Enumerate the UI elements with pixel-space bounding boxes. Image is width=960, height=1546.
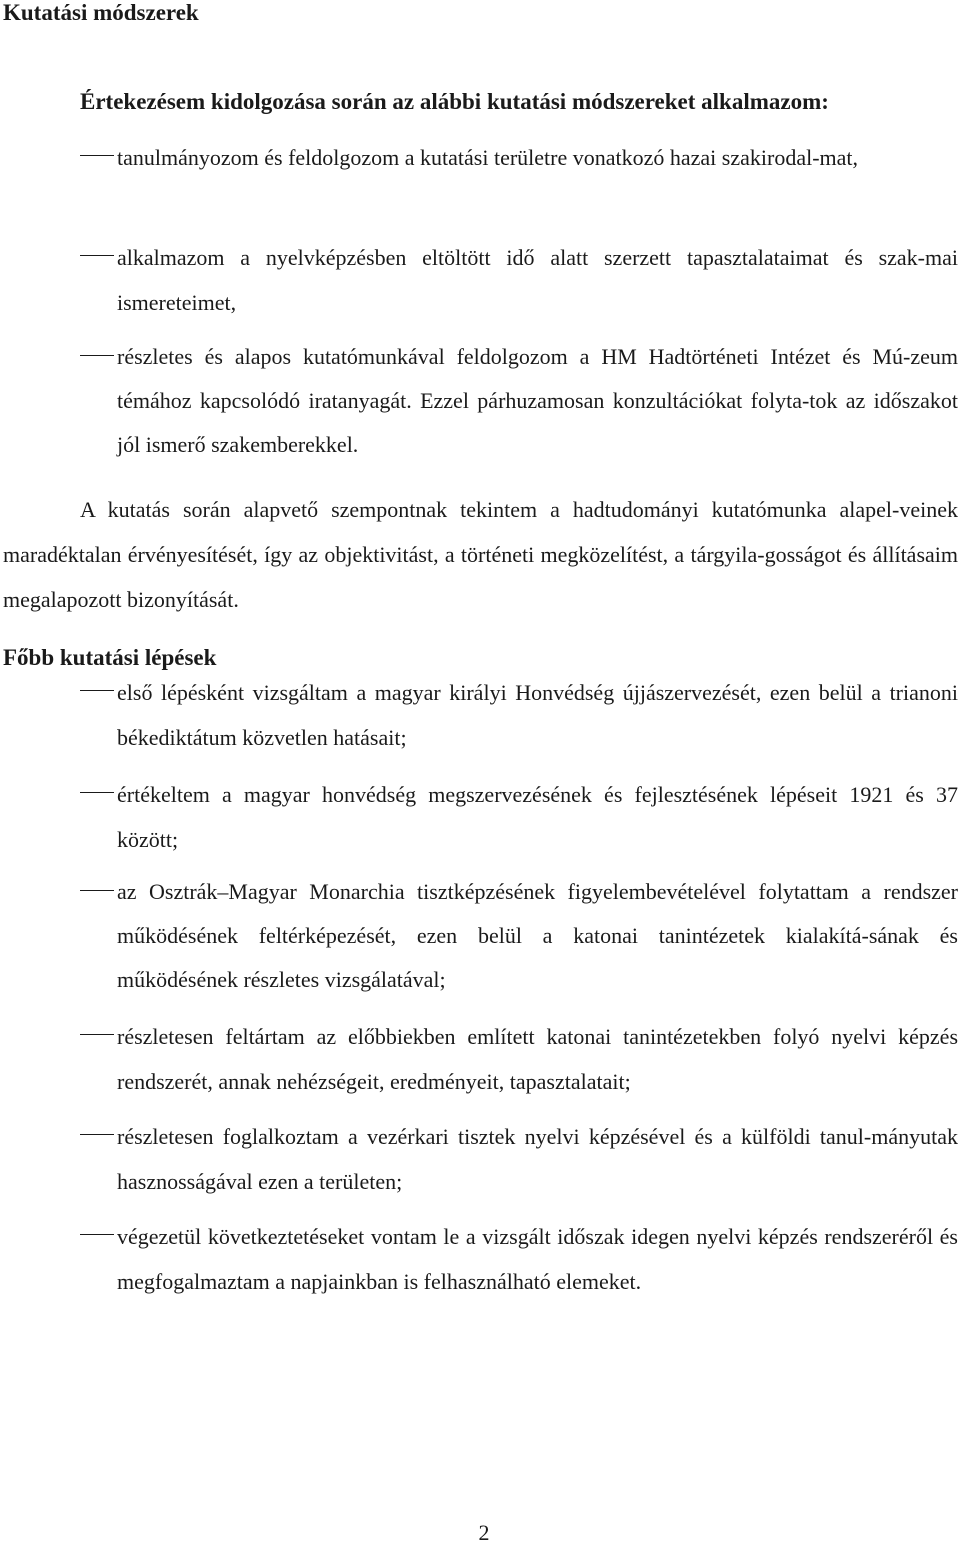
step-list-item [80, 1114, 958, 1204]
principles-paragraph: A kutatás során alapvető szempontnak tekintem a hadtudományi kutatómunka alapel-veinek maradéktalan érvényesítését, így az objektivitást, a történeti megközelítést, a tárgyila-gosságot és állításaim megalapozott bizonyítását. [3, 497, 958, 612]
step-text: első lépésként vizsgáltam a magyar királyi Honvédség újjászervezését, ezen belül a trianoni békediktátum közvetlen hatásait; [117, 680, 958, 750]
method-list-item [80, 235, 958, 325]
dash-bullet-icon [80, 792, 114, 793]
step-text: értékeltem a magyar honvédség megszervezésének és fejlesztésének lépéseit 1921 és 37 között; [117, 782, 958, 852]
dash-bullet-icon [80, 155, 114, 156]
step-list-item [80, 670, 958, 760]
step-list-item [80, 1214, 958, 1304]
method-list-item [80, 135, 958, 180]
step-text: részletesen foglalkoztam a vezérkari tisztek nyelvi képzésével és a külföldi tanul-mányutak hasznosságával ezen a területen; [117, 1124, 958, 1194]
step-list-item [80, 870, 958, 1002]
method-list-item [80, 335, 958, 467]
page-number: 2 [478, 1520, 490, 1545]
method-text: alkalmazom a nyelvképzésben eltöltött idő alatt szerzett tapasztalataimat és szak-mai ismereteimet, [117, 245, 958, 315]
dash-bullet-icon [80, 1134, 114, 1135]
methods-intro: Értekezésem kidolgozása során az alábbi kutatási módszereket alkalmazom: [80, 89, 829, 114]
method-text: tanulmányozom és feldolgozom a kutatási területre vonatkozó hazai szakirodal-mat, [117, 145, 859, 170]
dash-bullet-icon [80, 1234, 114, 1235]
section-title: Kutatási módszerek [3, 0, 199, 25]
step-text: végezetül következtetéseket vontam le a vizsgált időszak idegen nyelvi képzés rendszeréről és megfogalmaztam a napjainkban is felhasználható elemeket. [117, 1224, 958, 1294]
step-list-item [80, 772, 958, 862]
dash-bullet-icon [80, 690, 114, 691]
dash-bullet-icon [80, 255, 114, 256]
step-text: az Osztrák–Magyar Monarchia tisztképzésének figyelembevételével folytattam a rendszer működésének feltérképezését, ezen belül a katonai tanintézetek kialakítá-sának és működésének részletes vizsgálatával; [117, 879, 958, 992]
step-text: részletesen feltártam az előbbiekben említett katonai tanintézetekben folyó nyelvi képzés rendszerét, annak nehézségeit, eredményeit, tapasztalatait; [117, 1024, 958, 1094]
steps-heading: Főbb kutatási lépések [3, 645, 217, 670]
dash-bullet-icon [80, 355, 114, 356]
step-list-item [80, 1014, 958, 1104]
dash-bullet-icon [80, 1034, 114, 1035]
dash-bullet-icon [80, 890, 114, 891]
method-text: részletes és alapos kutatómunkával feldolgozom a HM Hadtörténeti Intézet és Mú-zeum témához kapcsolódó iratanyagát. Ezzel párhuzamosan konzultációkat folyta-tok az időszakot jól ismerő szakemberekkel. [117, 344, 958, 457]
